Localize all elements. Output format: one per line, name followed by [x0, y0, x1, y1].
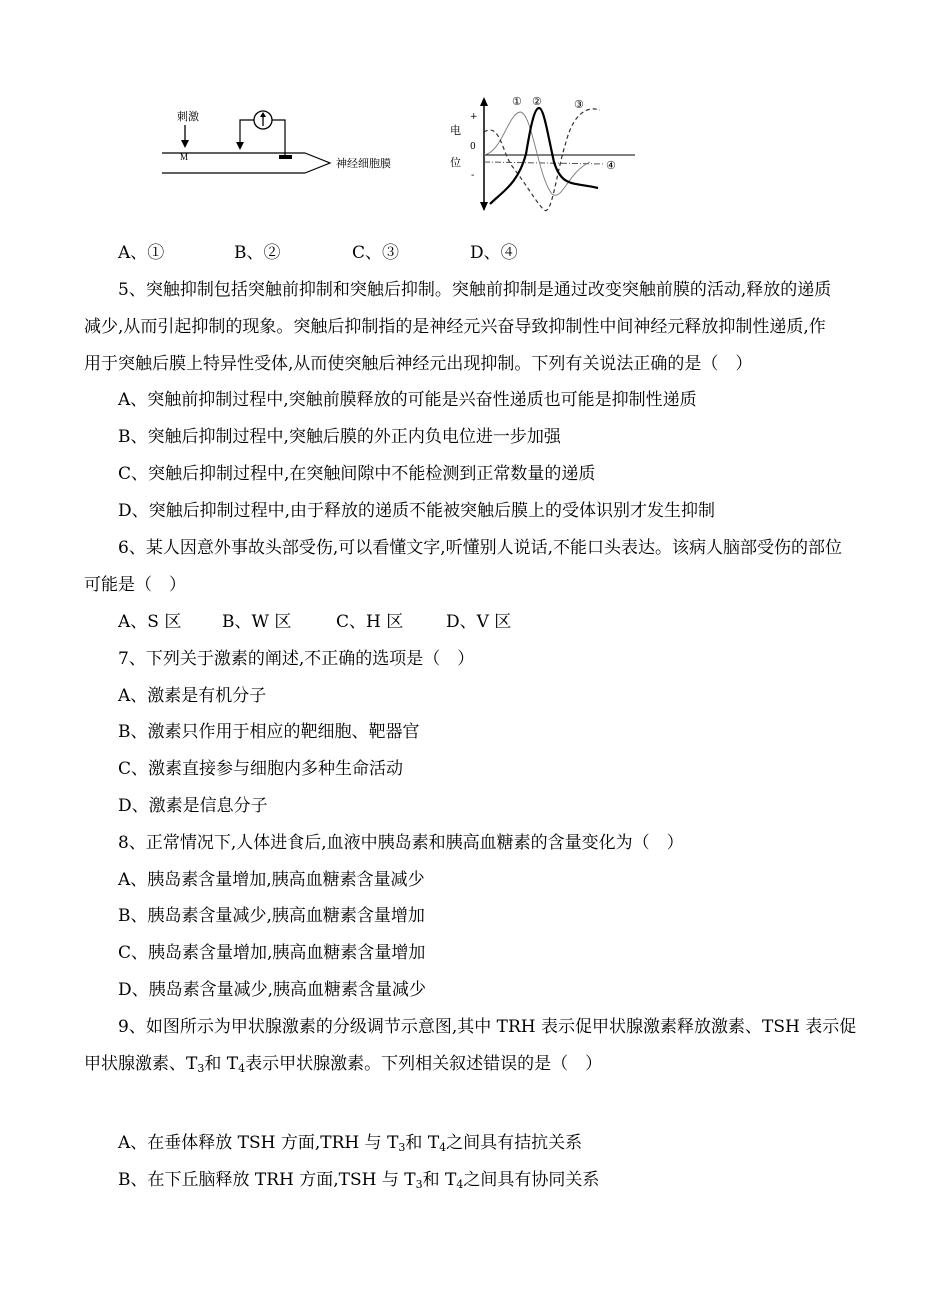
q4-option-c: C、③ [352, 243, 400, 263]
electrode-bar [279, 155, 292, 159]
q7-option-c: C、激素直接参与细胞内多种生命活动 [118, 759, 404, 779]
q9-option-b: B、在下丘脑释放 TRH 方面,TSH 与 $T_3$和 $T_4$之间具有协同关系 [118, 1170, 600, 1191]
q7-stem: 7、下列关于激素的阐述,不正确的选项是（ ） [118, 649, 475, 669]
nerve-membrane-figure [160, 100, 410, 190]
q8-option-d: D、胰岛素含量减少,胰高血糖素含量减少 [118, 980, 427, 1000]
q8-stem: 8、正常情况下,人体进食后,血液中胰岛素和胰高血糖素的含量变化为（ ） [118, 833, 684, 853]
curve-3-label: ③ [574, 98, 584, 111]
q4-option-b: B、② [234, 243, 281, 263]
point-m-label: M [180, 152, 189, 162]
q5-stem-line-1: 5、突触抑制包括突触前抑制和突触后抑制。突触前抑制是通过改变突触前膜的活动,释放的递质 [118, 280, 832, 300]
q8-option-c: C、胰岛素含量增加,胰高血糖素含量增加 [118, 943, 426, 963]
q9-option-a: A、在垂体释放 TSH 方面,TRH 与 $T_3$和 $T_4$之间具有拮抗关系 [118, 1133, 583, 1154]
q4-option-a: A、① [118, 243, 165, 263]
q8-option-a: A、胰岛素含量增加,胰高血糖素含量减少 [118, 870, 425, 890]
curve-2-label: ② [532, 95, 542, 108]
q4-option-d: D、④ [470, 243, 518, 263]
y-label-1: 电 [450, 125, 461, 137]
q6-option-a: A、S 区 [118, 612, 182, 632]
q6-option-c: C、H 区 [336, 612, 404, 632]
q5-stem-line-3: 用于突触后膜上特异性受体,从而使突触后神经元出现抑制。下列有关说法正确的是（ ） [84, 354, 753, 374]
q6-stem-line-1: 6、某人因意外事故头部受伤,可以看懂文字,听懂别人说话,不能口头表达。该病人脑部受伤的部位 [118, 538, 843, 558]
q7-option-b: B、激素只作用于相应的靶细胞、靶器官 [118, 722, 420, 742]
q6-option-d: D、V 区 [446, 612, 512, 632]
potential-graph-figure [440, 92, 650, 220]
q7-option-a: A、激素是有机分子 [118, 686, 267, 706]
q7-option-d: D、激素是信息分子 [118, 796, 268, 816]
membrane-label: 神经细胞膜 [336, 158, 391, 170]
q5-option-c: C、突触后抑制过程中,在突触间隙中不能检测到正常数量的递质 [118, 464, 596, 484]
q8-option-b: B、胰岛素含量减少,胰高血糖素含量增加 [118, 906, 425, 926]
zero-label: 0 [470, 142, 476, 152]
q5-option-d: D、突触后抑制过程中,由于释放的递质不能被突触后膜上的受体识别才发生抑制 [118, 501, 716, 521]
stimulus-label: 刺激 [177, 111, 199, 123]
q5-option-a: A、突触前抑制过程中,突触前膜释放的可能是兴奋性递质也可能是抑制性递质 [118, 390, 697, 410]
curve-1-label: ① [512, 95, 522, 108]
plus-label: + [470, 112, 478, 122]
q6-stem-line-2: 可能是（ ） [84, 575, 186, 595]
q5-stem-line-2: 减少,从而引起抑制的现象。突触后抑制指的是神经元兴奋导致抑制性中间神经元释放抑制性递质,作 [84, 317, 826, 337]
q9-stem-line-2: 甲状腺激素、$T_3$和 $T_4$表示甲状腺激素。下列相关叙述错误的是（ ） [84, 1054, 603, 1075]
curve-4-label: ④ [606, 159, 616, 172]
q5-option-b: B、突触后抑制过程中,突触后膜的外正内负电位进一步加强 [118, 427, 561, 447]
q9-stem-line-1: 9、如图所示为甲状腺激素的分级调节示意图,其中 TRH 表示促甲状腺激素释放激素、TSH 表示促 [118, 1017, 857, 1037]
y-label-2: 位 [450, 157, 461, 169]
q6-option-b: B、W 区 [222, 612, 292, 632]
minus-label: - [471, 170, 475, 181]
curve-3 [484, 109, 600, 211]
